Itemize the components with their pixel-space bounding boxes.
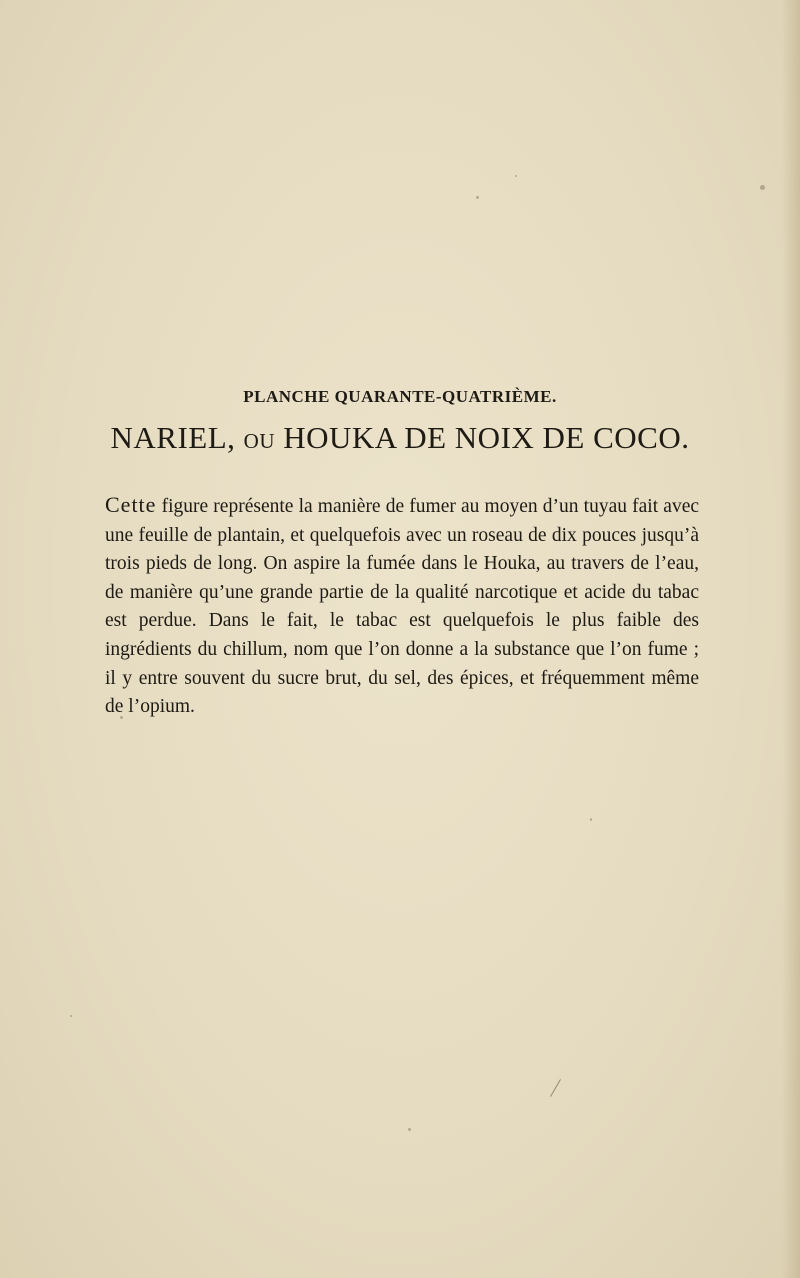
plate-heading: PLANCHE QUARANTE-QUATRIÈME. (243, 387, 557, 406)
body-paragraph (105, 491, 699, 722)
page-edge-shadow (782, 0, 800, 1278)
title-connector: OU (243, 429, 275, 453)
paper-speck (590, 818, 592, 821)
paper-speck (70, 1015, 72, 1017)
paragraph-first-word: Cette (105, 492, 157, 517)
title-part-nariel: NARIEL, (110, 420, 236, 455)
paragraph-text: figure représente la manière de fumer au moyen d’un tuyau fait avec une feuille de plantain, et quelquefois avec un roseau de dix pouces jusqu’à trois pieds de long. On aspire la fumée dans le Houka, au travers de l’eau, de manière qu’une grande partie de la qualité narcotique et acide du tabac est perdue. Dans le fait, le tabac est quelquefois le plus faible des ingrédients du chillum, nom que l’on donne a la substance que l’on fume ; il y entre souvent du sucre brut, du sel, des épices, et fréquemment même de l’opium. (105, 496, 700, 718)
paper-speck (760, 185, 765, 190)
page-title (0, 420, 800, 456)
title-part-houka: HOUKA DE NOIX DE COCO. (283, 420, 690, 455)
paper-speck (476, 196, 479, 199)
paper-speck (515, 175, 517, 177)
ink-mark (550, 1079, 561, 1097)
paper-speck (408, 1128, 411, 1131)
